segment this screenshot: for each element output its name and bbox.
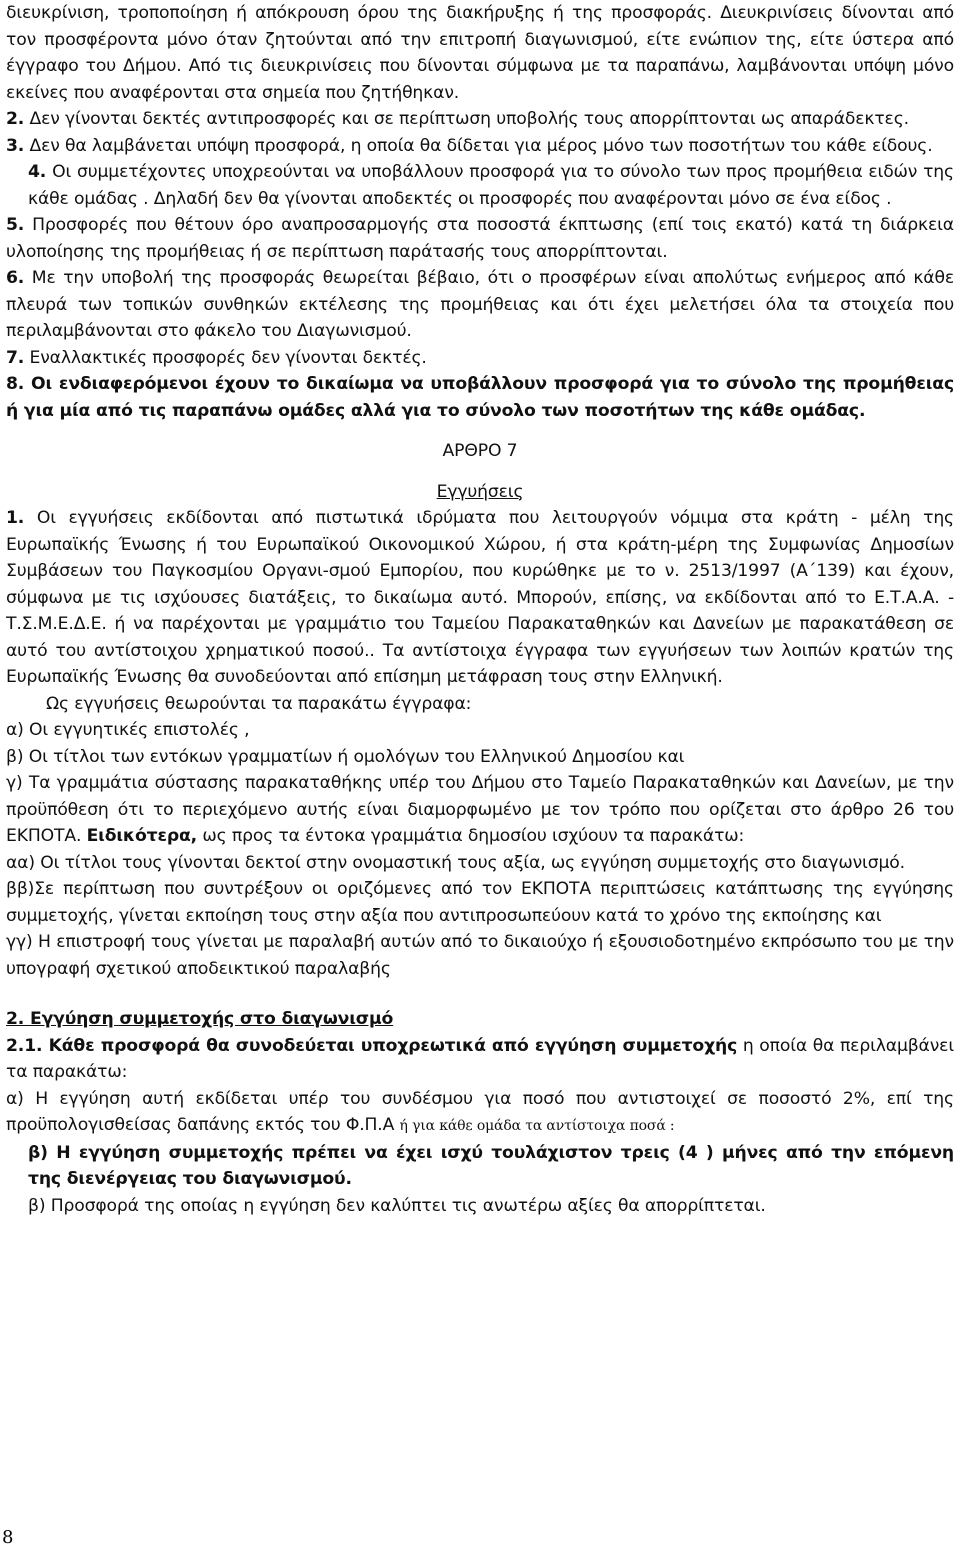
item-4-text: Οι συμμετέχοντες υποχρεούνται να υποβάλλουν προσφορά για το σύνολο των προς προμήθεια ειδών της κάθε ομάδας . Δηλαδή δεν θα γίνονται αποδεκτές οι προσφορές που αναφέρονται μόνο σε ένα είδος . bbox=[28, 162, 954, 209]
item-4-number: 4. bbox=[28, 162, 47, 182]
article-title: ΑΡΘΡΟ 7 bbox=[442, 441, 518, 461]
guarantee-gg: γγ) Η επιστροφή τους γίνεται με παραλαβή αυτών από το δικαιούχο ή εξουσιοδοτημένο εκπρόσωπο του με την υπογραφή σχετικού αποδεικτικού παραλαβής bbox=[6, 932, 954, 979]
item-3-number: 3. bbox=[6, 135, 25, 156]
guarantee-b: β) Οι τίτλοι των εντόκων γραμματίων ή ομολόγων του Ελληνικού Δημοσίου και bbox=[6, 746, 685, 767]
item-2 bbox=[6, 106, 954, 133]
section-2-1-rest: η οποία θα περιλαμβάνει τα παρακάτω: bbox=[6, 1035, 954, 1082]
guarantee-c-bold: Ειδικότερα, bbox=[86, 826, 198, 846]
guarantee-item-1-number: 1. bbox=[6, 508, 25, 528]
guarantee-c bbox=[6, 770, 954, 850]
section-2-1-a-text: α) Η εγγύηση αυτή εκδίδεται υπέρ του συνδέσμου για ποσό που αντιστοιχεί σε ποσοστό 2%, επί της προϋπολογισθείσας δαπάνης εκτός του Φ.Π.Α bbox=[6, 1088, 954, 1135]
item-7-number: 7. bbox=[6, 347, 25, 368]
paragraph-continuation: διευκρίνιση, τροποποίηση ή απόκρουση όρου της διακήρυξης ή της προσφοράς. Διευκρινίσεις δίνονται από τον προσφέροντα μόνο όταν ζητούνται από την επιτροπή διαγωνισμού, είτε ενώπιον της, είτε ύστερα από έγγραφο του Δήμου. Από τις διευκρινίσεις που δίνονται σύμφωνα με τα παραπάνω, λαμβάνονται υπόψη μόνο εκείνες που αναφέρονται στα σημεία που ζητήθηκαν. bbox=[6, 3, 954, 103]
guarantee-bb: ββ)Σε περίπτωση που συντρέξουν οι οριζόμενες από τον ΕΚΠΟΤΑ περιπτώσεις κατάπτωσης της εγγύησης συμμετοχής, γίνεται εκποίηση τους στην αξία που αντιπροσωπεύουν κατά το χρόνο της εκποίησης και bbox=[6, 879, 954, 926]
guarantee-aa: αα) Οι τίτλοι τους γίνονται δεκτοί στην ονομαστική τους αξία, ως εγγύηση συμμετοχής στο διαγωνισμό. bbox=[6, 852, 905, 873]
item-2-text: Δεν γίνονται δεκτές αντιπροσφορές και σε περίπτωση υποβολής τους απορρίπτονται ως απαράδεκτες. bbox=[24, 109, 909, 129]
guarantee-item-1-text: Οι εγγυήσεις εκδίδονται από πιστωτικά ιδρύματα που λειτουργούν νόμιμα στα κράτη - μέλη της Ευρωπαϊκής Ένωσης ή του Ευρωπαϊκού Οικονομικού Χώρου, ή στα κράτη-μέρη της Συμφωνίας Δημοσίων Συμβάσεων του Παγκοσμίου Οργανι-σμού Εμπορίου, που κυρώθηκε με το ν. 2513/1997 (Α΄139) και έχουν, σύμφωνα με τις ισχύουσες διατάξεις, το δικαίωμα αυτό. Μπορούν, επίσης, να εκδίδονται από το Ε.Τ.Α.Α. - Τ.Σ.Μ.Ε.Δ.Ε. ή να παρέχονται με γραμμάτιο του Ταμείου Παρακαταθηκών και Δανείων με παρακατάθεση σε αυτό του αντίστοιχου χρηματικού ποσού.. Τα αντίστοιχα έγγραφα των εγγυήσεων των λοιπών κρατών της Ευρωπαϊκής Ένωσης θα συνοδεύονται από επίσημη μετάφραση τους στην Ελληνική. bbox=[6, 508, 954, 687]
item-7 bbox=[6, 345, 954, 372]
item-6 bbox=[6, 265, 954, 345]
section-2-1-b2: β) Προσφορά της οποίας η εγγύηση δεν καλύπτει τις ανωτέρω αξίες θα απορρίπτεται. bbox=[28, 1195, 766, 1216]
page-number: 8 bbox=[2, 1527, 14, 1548]
spacer bbox=[6, 465, 954, 479]
item-5-text: Προσφορές που θέτουν όρο αναπροσαρμογής στα ποσοστά έκπτωσης (επί τοις εκατό) κατά τη διάρκεια υλοποίησης της προμήθειας ή σε περίπτωση παράτασής τους απορρίπτονται. bbox=[6, 215, 954, 262]
section-2-1 bbox=[6, 1033, 954, 1086]
spacer bbox=[6, 982, 954, 1006]
item-5 bbox=[6, 212, 954, 265]
section-2-1-b: β) Η εγγύηση συμμετοχής πρέπει να έχει ισχύ τουλάχιστον τρεις (4 ) μήνες από την επόμενη της διενέργειας του διαγωνισμού. bbox=[28, 1142, 954, 1189]
item-2-number: 2. bbox=[6, 109, 25, 129]
section-2-1-bold: 2.1. Κάθε προσφορά θα συνοδεύεται υποχρεωτικά από εγγύηση συμμετοχής bbox=[6, 1035, 738, 1056]
item-5-number: 5. bbox=[6, 215, 25, 235]
section-2-1-a-small: ή για κάθε ομάδα τα αντίστοιχα ποσά : bbox=[399, 1118, 675, 1134]
item-8: 8. Οι ενδιαφερόμενοι έχουν το δικαίωμα να υποβάλλουν προσφορά για το σύνολο της προμήθειας ή για μία από τις παραπάνω ομάδες αλλά για το σύνολο των ποσοτήτων της κάθε ομάδας. bbox=[6, 374, 954, 421]
guarantee-c-text: γ) Τα γραμμάτια σύστασης παρακαταθήκης υπέρ του Δήμου στο Ταμείο Παρακαταθηκών και Δανείων, με την προϋπόθεση ότι το περιεχόμενο αυτής είναι διαμορφωμένο με τον τρόπο που ορίζεται στο άρθρο 26 του ΕΚΠΟΤΑ. bbox=[6, 773, 954, 846]
guarantee-item-1 bbox=[6, 505, 954, 691]
item-3 bbox=[6, 133, 954, 160]
item-6-number: 6. bbox=[6, 268, 25, 288]
section-2-1-a bbox=[6, 1086, 954, 1140]
guarantee-intro: Ως εγγυήσεις θεωρούνται τα παρακάτω έγγραφα: bbox=[46, 693, 472, 714]
spacer bbox=[6, 424, 954, 438]
item-6-text: Με την υποβολή της προσφοράς θεωρείται βέβαιο, ότι ο προσφέρων είναι απολύτως ενήμερος από κάθε πλευρά των τοπικών συνθηκών εκτέλεσης της προμήθειας και ότι έχει μελετήσει όλα τα στοιχεία που περιλαμβάνονται στο φάκελο του Διαγωνισμού. bbox=[6, 268, 954, 341]
item-4 bbox=[6, 159, 954, 212]
guarantee-a: α) Οι εγγυητικές επιστολές , bbox=[6, 720, 250, 740]
article-subtitle: Εγγυήσεις bbox=[436, 481, 524, 502]
item-3-text: Δεν θα λαμβάνεται υπόψη προσφορά, η οποία θα δίδεται για μέρος μόνο των ποσοτήτων του κάθε είδους. bbox=[24, 135, 933, 156]
section-2-title: 2. Εγγύηση συμμετοχής στο διαγωνισμό bbox=[6, 1009, 394, 1029]
item-7-text: Εναλλακτικές προσφορές δεν γίνονται δεκτές. bbox=[24, 347, 427, 368]
guarantee-c-rest: ως προς τα έντοκα γραμμάτια δημοσίου ισχύουν τα παρακάτω: bbox=[197, 826, 745, 846]
